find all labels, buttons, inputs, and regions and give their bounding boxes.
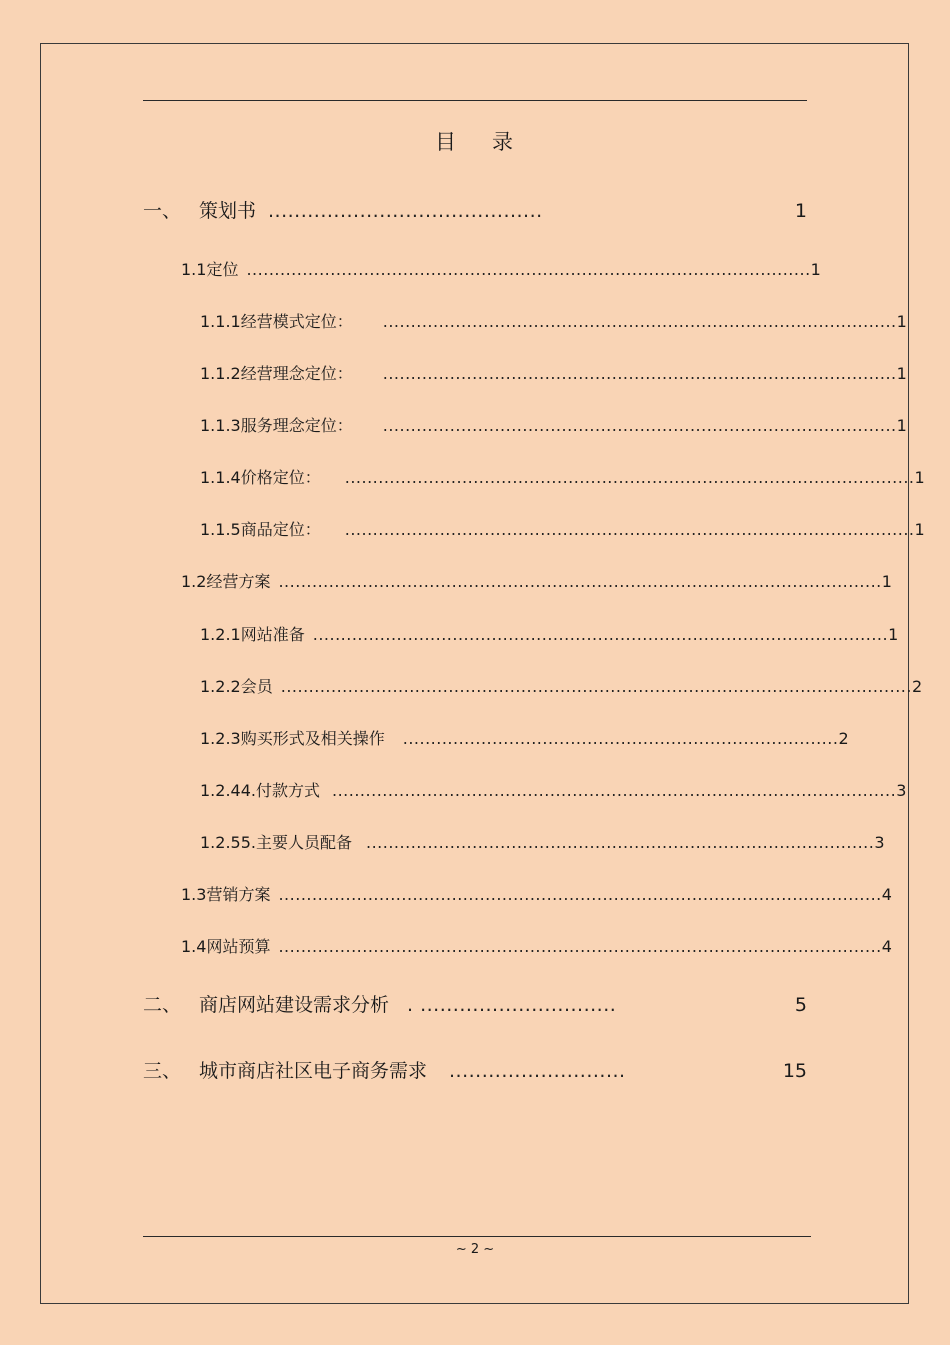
- toc-entry-title: 经营方案: [206, 572, 271, 591]
- footer-rule: [143, 1236, 811, 1237]
- toc-entry-number: 三、: [143, 1060, 182, 1082]
- toc-entry-title: 商店网站建设需求分析: [199, 994, 390, 1016]
- toc-entry-1-1[interactable]: [181, 257, 821, 283]
- toc-entry-number: 1.2.5: [200, 833, 241, 852]
- toc-entry-title: 5.主要人员配备: [240, 833, 352, 852]
- toc-entry-number: 1.1.3: [200, 416, 241, 435]
- toc-entry-title: 网站预算: [206, 937, 271, 956]
- toc-entry-title: 会员: [240, 677, 273, 696]
- toc-entry-1-2-5[interactable]: [200, 830, 885, 856]
- toc-entry-number: 1.4: [181, 937, 207, 956]
- toc-entry-1-2-4[interactable]: [200, 778, 907, 804]
- toc-entry-1-4[interactable]: [181, 934, 892, 960]
- header-rule: [143, 100, 807, 101]
- toc-entry-leader: .................................................................................................................: [280, 677, 912, 696]
- toc-entry-leader: .....................................................................................................: [246, 260, 811, 279]
- toc-entry-title: 城市商店社区电子商务需求: [199, 1060, 428, 1082]
- toc-entry-number: 1.3: [181, 885, 207, 904]
- toc-entry-page: 4: [881, 937, 892, 956]
- toc-entry-leader: ...........................................................................................: [366, 833, 875, 852]
- toc-entry-title: 服务理念定位：: [240, 416, 353, 435]
- toc-entry-title: 4.付款方式: [240, 781, 320, 800]
- toc-entry-leader: ..............................................................................: [402, 729, 839, 748]
- toc-entry-1-1-5[interactable]: [200, 517, 925, 543]
- toc-title: [380, 126, 570, 156]
- toc-entry-page: 1: [914, 520, 925, 539]
- toc-entry-page: 2: [838, 729, 849, 748]
- toc-entry-page: 3: [874, 833, 885, 852]
- footer-page-number: ~ 2 ~: [455, 1242, 495, 1257]
- toc-entry-1-1-4[interactable]: [200, 465, 925, 491]
- toc-entry-title: 价格定位：: [240, 468, 321, 487]
- toc-entry-leader: . ..............................: [407, 994, 617, 1016]
- toc-entry-page: 1: [914, 468, 925, 487]
- toc-entry-number: 1.1.1: [200, 312, 241, 331]
- toc-entry-leader: .....................................................................................................: [332, 781, 897, 800]
- toc-entry-leader: ............................................................................................: [382, 312, 897, 331]
- toc-entry-title: 网站准备: [240, 625, 305, 644]
- toc-entry-1-1-1[interactable]: [200, 309, 907, 335]
- toc-entry-leader: ............................................................................................................: [278, 885, 882, 904]
- toc-entry-1-2[interactable]: [181, 569, 892, 595]
- toc-entry-1-2-1[interactable]: [200, 622, 899, 648]
- toc-entry-page: 1: [794, 200, 807, 222]
- toc-entry-number: 1.2.1: [200, 625, 241, 644]
- toc-title-char-1: 目: [435, 130, 458, 154]
- toc-entry-title: 商品定位：: [240, 520, 321, 539]
- toc-entry-leader: .......................................................................................................: [312, 625, 889, 644]
- toc-entry-number: 一、: [143, 200, 182, 222]
- toc-entry-title: 经营模式定位：: [240, 312, 353, 331]
- toc-entry-page: 2: [911, 677, 923, 696]
- toc-entry-page: 4: [881, 885, 892, 904]
- toc-entry-title: 定位: [206, 260, 239, 279]
- toc-entry-number: 1.1.5: [200, 520, 241, 539]
- toc-entry-number: 1.1.2: [200, 364, 241, 383]
- toc-entry-title: 购买形式及相关操作: [240, 729, 385, 748]
- toc-entry-leader: ...........................: [449, 1060, 626, 1082]
- toc-entry-page: 5: [794, 994, 807, 1016]
- toc-entry-page: 15: [782, 1060, 807, 1082]
- toc-entry-number: 1.2: [181, 572, 207, 591]
- toc-entry-2[interactable]: [143, 990, 807, 1020]
- toc-entry-number: 二、: [143, 994, 182, 1016]
- toc-entry-1-2-2[interactable]: [200, 674, 923, 700]
- toc-entry-title: 营销方案: [206, 885, 271, 904]
- toc-entry-page: 1: [896, 416, 907, 435]
- toc-entry-title: 经营理念定位：: [240, 364, 353, 383]
- toc-entry-3[interactable]: [143, 1056, 807, 1086]
- toc-entry-leader: ............................................................................................................: [278, 937, 882, 956]
- toc-entry-1[interactable]: [143, 196, 807, 226]
- toc-entry-leader: ......................................................................................................: [344, 520, 915, 539]
- toc-entry-leader: ............................................................................................: [382, 416, 897, 435]
- toc-title-char-2: 录: [492, 130, 515, 154]
- toc-entry-1-2-3[interactable]: [200, 726, 849, 752]
- toc-entry-leader: ......................................................................................................: [344, 468, 915, 487]
- toc-entry-title: 策划书: [199, 200, 257, 222]
- toc-entry-page: 1: [810, 260, 821, 279]
- toc-entry-number: 1.2.2: [200, 677, 241, 696]
- toc-entry-number: 1.2.3: [200, 729, 241, 748]
- toc-entry-page: 3: [896, 781, 907, 800]
- toc-entry-leader: ............................................................................................................: [278, 572, 882, 591]
- toc-entry-number: 1.1.4: [200, 468, 241, 487]
- toc-entry-page: 1: [888, 625, 899, 644]
- toc-entry-leader: ............................................................................................: [382, 364, 897, 383]
- toc-entry-1-1-2[interactable]: [200, 361, 907, 387]
- toc-entry-1-3[interactable]: [181, 882, 892, 908]
- toc-entry-1-1-3[interactable]: [200, 413, 907, 439]
- toc-entry-leader: ..........................................: [268, 200, 543, 222]
- toc-entry-number: 1.2.4: [200, 781, 241, 800]
- toc-entry-page: 1: [881, 572, 892, 591]
- toc-entry-number: 1.1: [181, 260, 207, 279]
- toc-entry-page: 1: [896, 312, 907, 331]
- toc-entry-page: 1: [896, 364, 907, 383]
